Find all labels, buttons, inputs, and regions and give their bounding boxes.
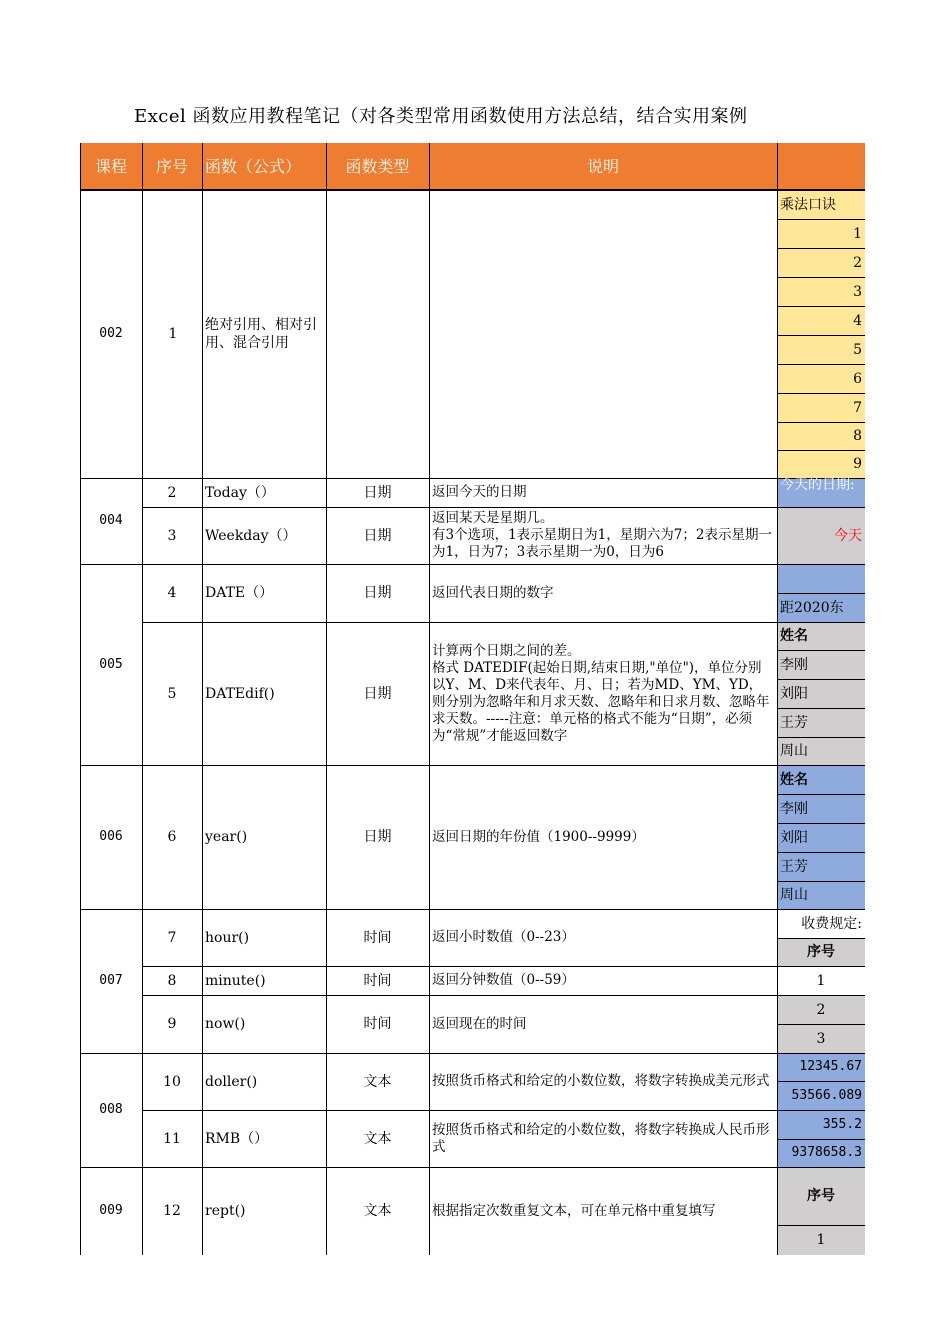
seq-cell[interactable]: 1 — [816, 1232, 826, 1248]
name-cell[interactable]: 周山 — [780, 743, 808, 759]
header-num[interactable]: 序号 — [155, 156, 188, 176]
name-cell[interactable]: 王芳 — [780, 858, 808, 875]
today-label-cell[interactable]: 今天的日期: — [780, 478, 855, 493]
countdown-cell[interactable]: 距2020东 — [780, 599, 844, 616]
mult-value-cell[interactable]: 2 — [853, 254, 862, 271]
header-func[interactable]: 函数（公式） — [205, 156, 302, 176]
seq-header-cell-2[interactable]: 序号 — [807, 1188, 835, 1204]
type-cell[interactable]: 文本 — [363, 1130, 392, 1147]
type-cell[interactable]: 日期 — [363, 685, 392, 702]
mult-value-cell[interactable]: 7 — [853, 399, 862, 416]
name-cell[interactable]: 周山 — [780, 887, 808, 903]
num-cell[interactable]: 9 — [167, 1016, 177, 1032]
desc-cell[interactable]: 返回现在的时间 — [432, 1015, 527, 1032]
desc-cell[interactable] — [429, 190, 777, 478]
func-cell[interactable]: DATEdif() — [205, 685, 275, 702]
func-cell[interactable]: year() — [205, 829, 248, 845]
money-cell[interactable]: 53566.089 — [791, 1087, 862, 1103]
desc-cell[interactable]: 返回分钟数值（0--59） — [432, 972, 575, 988]
fee-label-cell[interactable]: 收费规定: — [801, 915, 862, 932]
money-cell[interactable]: 355.2 — [822, 1116, 862, 1132]
course-002[interactable]: 002 — [99, 326, 123, 341]
page-title: Excel 函数应用教程笔记（对各类型常用函数使用方法总结，结合实用案例 — [134, 106, 748, 127]
func-cell[interactable]: rept() — [205, 1203, 246, 1219]
name-cell[interactable]: 刘阳 — [780, 829, 808, 846]
desc-cell[interactable]: 返回今天的日期 — [432, 484, 527, 500]
num-cell[interactable]: 8 — [167, 972, 177, 989]
desc-cell[interactable]: 按照货币格式和给定的小数位数，将数字转换成美元形式 — [432, 1073, 770, 1089]
mult-value-cell[interactable]: 1 — [853, 225, 862, 242]
mult-value-cell[interactable]: 8 — [853, 428, 862, 444]
mult-value-cell[interactable]: 4 — [853, 312, 862, 329]
type-cell[interactable]: 时间 — [363, 1016, 392, 1032]
func-cell[interactable]: minute() — [205, 972, 266, 989]
func-cell[interactable]: Weekday（） — [205, 527, 297, 544]
mult-label-cell[interactable]: 乘法口诀 — [780, 196, 836, 213]
header-type[interactable]: 函数类型 — [345, 156, 410, 176]
blue-empty-cell[interactable] — [777, 564, 865, 593]
num-cell[interactable]: 10 — [163, 1073, 181, 1090]
type-cell[interactable]: 日期 — [363, 585, 392, 601]
func-cell[interactable]: doller() — [205, 1073, 258, 1090]
seq-cell[interactable]: 2 — [816, 1001, 826, 1018]
num-cell[interactable]: 3 — [167, 527, 177, 544]
course-004[interactable]: 004 — [99, 513, 123, 528]
desc-cell[interactable]: 根据指定次数重复文本，可在单元格中重复填写 — [432, 1202, 716, 1219]
desc-cell[interactable]: 返回日期的年份值（1900--9999） — [432, 828, 645, 845]
func-cell[interactable]: Today（） — [205, 484, 275, 501]
course-008[interactable]: 008 — [99, 1102, 123, 1117]
num-cell[interactable]: 6 — [167, 829, 177, 845]
name-cell[interactable]: 李刚 — [780, 800, 808, 817]
type-cell[interactable]: 文本 — [363, 1073, 392, 1090]
num-cell[interactable]: 4 — [167, 585, 177, 601]
mult-value-cell[interactable]: 5 — [853, 341, 862, 358]
course-006[interactable]: 006 — [99, 829, 123, 844]
desc-cell[interactable]: 返回某天是星期几。 有3个选项，1表示星期日为1，星期六为7；2表示星期一为1，日为7；3表示星期一为0，日为6 — [432, 510, 772, 560]
course-009[interactable]: 009 — [99, 1203, 123, 1218]
money-cell[interactable]: 12345.67 — [799, 1059, 862, 1074]
header-course[interactable]: 课程 — [94, 156, 127, 176]
desc-cell[interactable]: 按照货币格式和给定的小数位数，将数字转换成人民币形式 — [432, 1121, 770, 1155]
seq-cell[interactable]: 1 — [816, 972, 826, 989]
num-cell[interactable]: 11 — [163, 1130, 181, 1147]
name-cell[interactable]: 王芳 — [780, 714, 808, 731]
type-cell[interactable]: 时间 — [363, 972, 392, 989]
type-cell[interactable]: 日期 — [363, 829, 392, 845]
func-cell[interactable]: RMB（） — [205, 1130, 269, 1147]
seq-header-cell[interactable]: 序号 — [807, 944, 835, 960]
num-cell[interactable]: 12 — [163, 1203, 181, 1219]
today-red-cell[interactable]: 今天 — [834, 527, 862, 544]
course-005[interactable]: 005 — [99, 656, 123, 672]
desc-cell[interactable]: 返回代表日期的数字 — [432, 584, 554, 601]
func-cell[interactable]: 绝对引用、相对引用、混合引用 — [205, 317, 317, 351]
type-cell[interactable] — [326, 190, 429, 478]
desc-cell[interactable]: 返回小时数值（0--23） — [432, 929, 575, 945]
type-cell[interactable]: 日期 — [363, 484, 392, 501]
name-cell[interactable]: 李刚 — [780, 656, 808, 673]
name-cell[interactable]: 刘阳 — [780, 685, 808, 702]
func-cell[interactable]: DATE（） — [205, 585, 274, 601]
spreadsheet — [80, 143, 865, 1255]
type-cell[interactable]: 时间 — [363, 929, 392, 946]
mult-value-cell[interactable]: 6 — [853, 370, 862, 387]
money-cell[interactable]: 9378658.3 — [791, 1145, 862, 1160]
mult-value-cell[interactable]: 9 — [853, 456, 862, 472]
course-007[interactable]: 007 — [99, 973, 123, 988]
name-header-cell[interactable]: 姓名 — [780, 628, 808, 644]
name-header-cell-2[interactable]: 姓名 — [780, 771, 808, 788]
mult-value-cell[interactable]: 3 — [853, 283, 862, 300]
num-cell[interactable]: 7 — [167, 929, 177, 946]
num-cell[interactable]: 1 — [168, 326, 178, 342]
type-cell[interactable]: 日期 — [363, 527, 392, 544]
func-cell[interactable]: hour() — [205, 929, 250, 946]
type-cell[interactable]: 文本 — [363, 1203, 392, 1219]
num-cell[interactable]: 2 — [167, 484, 177, 501]
num-cell[interactable]: 5 — [167, 685, 177, 702]
desc-cell[interactable]: 计算两个日期之间的差。 格式 DATEDIF(起始日期,结束日期,"单位")，单位分别以Y、M、D来代表年、月、日；若为MD、YM、YD，则分别为忽略年和月求天数、忽略年和日求月数、忽略年求天数。-----注意：单元格的格式不能为“日期”，必须为“常规”才能返回数字 — [432, 642, 770, 744]
func-cell[interactable]: now() — [205, 1016, 246, 1032]
header-desc[interactable]: 说明 — [586, 156, 619, 176]
seq-cell[interactable]: 3 — [816, 1030, 826, 1047]
